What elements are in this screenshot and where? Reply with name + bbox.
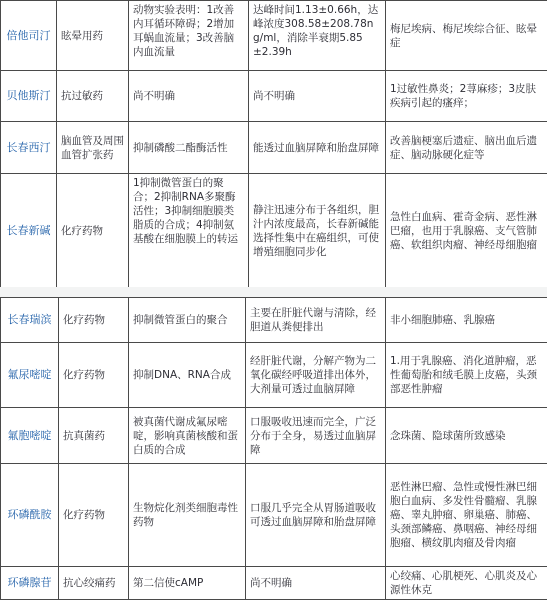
drug-mechanism: 第二信使cAMP — [129, 567, 246, 600]
drug-category: 化疗药物 — [57, 174, 129, 288]
drug-name: 长春瑞滨 — [1, 298, 59, 343]
drug-mechanism: 动物实验表明：1改善内耳循环障碍；2增加耳蜗血流量；3改善脑内血流量 — [129, 1, 249, 71]
drug-name: 氟胞嘧啶 — [1, 408, 59, 464]
drug-name: 长春西汀 — [1, 122, 57, 174]
table-row — [1, 122, 547, 174]
drug-name: 环磷酰胺 — [1, 464, 59, 567]
table-row — [1, 567, 547, 600]
drug-pharmacokinetics: 主要在肝脏代谢与清除，经胆道从粪便排出 — [246, 298, 386, 343]
drug-pharmacokinetics: 口服吸收迅速而完全，广泛分布于全身，易透过血脑屏障 — [246, 408, 386, 464]
drug-category: 脑血管及周围血管扩张药 — [57, 122, 129, 174]
drug-name: 贝他斯汀 — [1, 71, 57, 122]
drug-pharmacokinetics: 尚不明确 — [249, 71, 386, 122]
table-row — [1, 71, 547, 122]
drug-category: 化疗药物 — [59, 343, 129, 408]
drug-mechanism: 抑制DNA、RNA合成 — [129, 343, 246, 408]
table-row — [1, 408, 547, 464]
drug-category: 化疗药物 — [59, 464, 129, 567]
drug-indication: 1过敏性鼻炎；2荨麻疹；3皮肤疾病引起的瘙痒； — [386, 71, 547, 122]
drug-mechanism: 生物烷化剂类细胞毒性药物 — [129, 464, 246, 567]
drug-mechanism: 尚不明确 — [129, 71, 249, 122]
table-row — [1, 298, 547, 343]
drug-indication: 急性白血病、霍奇金病、恶性淋巴瘤，也用于乳腺癌、支气管肺癌、软组织肉瘤、神经母细胞瘤 — [386, 174, 547, 288]
drug-mechanism: 抑制微管蛋白的聚合 — [129, 298, 246, 343]
drug-indication: 梅尼埃病、梅尼埃综合征、眩晕症 — [386, 1, 547, 71]
drug-pharmacokinetics: 经肝脏代谢，分解产物为二氧化碳经呼吸道排出体外，大剂量可透过血脑屏障 — [246, 343, 386, 408]
drug-category: 抗心绞痛药 — [59, 567, 129, 600]
table-row — [1, 174, 547, 288]
drug-category: 抗过敏药 — [57, 71, 129, 122]
drug-table-part-1 — [0, 0, 547, 288]
drug-indication: 恶性淋巴瘤、急性或慢性淋巴细胞白血病、多发性骨髓瘤、乳腺癌、睾丸肿瘤、卵巢癌、肺癌、头颈部鳞癌、鼻咽癌、神经母细胞瘤、横纹肌肉瘤及骨肉瘤 — [386, 464, 547, 567]
drug-indication: 1.用于乳腺癌、消化道肿瘤，恶性葡萄胎和绒毛膜上皮癌，头颈部恶性肿瘤 — [386, 343, 547, 408]
table-separator — [0, 287, 547, 297]
drug-mechanism: 抑制磷酸二酯酶活性 — [129, 122, 249, 174]
drug-name: 倍他司汀 — [1, 1, 57, 71]
drug-category: 抗真菌药 — [59, 408, 129, 464]
drug-category: 化疗药物 — [59, 298, 129, 343]
drug-indication: 非小细胞肺癌、乳腺癌 — [386, 298, 547, 343]
table-row — [1, 464, 547, 567]
drug-mechanism: 被真菌代谢成氟尿嘧啶，影响真菌核酸和蛋白质的合成 — [129, 408, 246, 464]
drug-indication: 改善脑梗塞后遗症、脑出血后遗症、脑动脉硬化症等 — [386, 122, 547, 174]
drug-mechanism: 1抑制微管蛋白的聚合；2抑制RNA多聚酶活性；3抑制细胞膜类脂质的合成；4抑制氨基酸在细胞膜上的转运 — [129, 174, 249, 288]
drug-indication: 心绞痛、心肌梗死、心肌炎及心源性休克 — [386, 567, 547, 600]
drug-pharmacokinetics: 达峰时间1.13±0.66h，达峰浓度308.58±208.78ng/ml，消除半衰期5.85±2.39h — [249, 1, 386, 71]
drug-name: 氟尿嘧啶 — [1, 343, 59, 408]
drug-pharmacokinetics: 静注迅速分布于各组织，胆汁内浓度最高，长春新碱能选择性集中在癌组织，可使增殖细胞同步化 — [249, 174, 386, 288]
table-row — [1, 1, 547, 71]
drug-category: 眩晕用药 — [57, 1, 129, 71]
drug-indication: 念珠菌、隐球菌所致感染 — [386, 408, 547, 464]
drug-pharmacokinetics: 尚不明确 — [246, 567, 386, 600]
drug-pharmacokinetics: 能透过血脑屏障和胎盘屏障 — [249, 122, 386, 174]
drug-name: 长春新碱 — [1, 174, 57, 288]
drug-name: 环磷腺苷 — [1, 567, 59, 600]
drug-pharmacokinetics: 口服几乎完全从胃肠道吸收可透过血脑屏障和胎盘屏障 — [246, 464, 386, 567]
drug-table-part-2 — [0, 297, 547, 600]
table-row — [1, 343, 547, 408]
